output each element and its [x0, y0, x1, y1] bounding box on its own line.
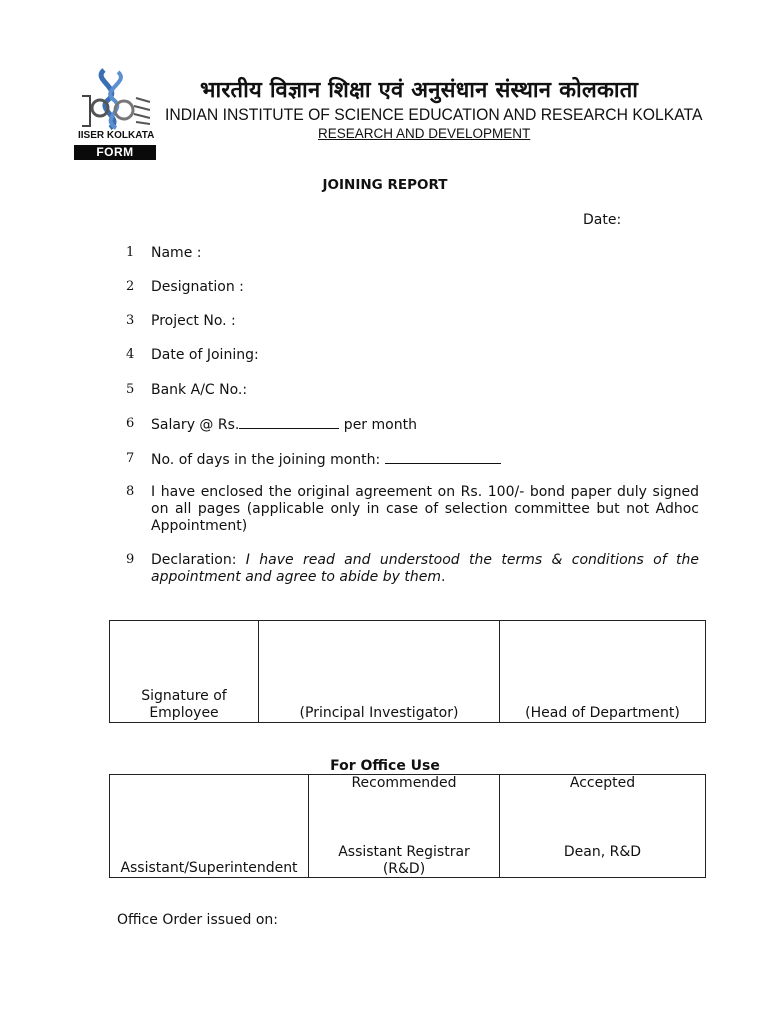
salary-suffix: per month — [339, 417, 417, 433]
recommended-label: Recommended — [351, 775, 457, 791]
registrar-cell — [309, 775, 500, 878]
item-number: 3 — [126, 313, 135, 328]
item-number: 5 — [126, 382, 135, 397]
item-text — [151, 416, 699, 434]
item-number: 4 — [126, 347, 135, 362]
form-badge: FORM — [74, 145, 156, 160]
page-title: JOINING REPORT — [322, 177, 448, 193]
item-number: 2 — [126, 279, 135, 294]
department-name: RESEARCH AND DEVELOPMENT — [318, 126, 531, 141]
signature-table — [109, 620, 706, 723]
office-use-title: For Office Use — [330, 758, 440, 774]
item-number: 7 — [126, 451, 135, 466]
dna-helix-icon — [78, 66, 158, 156]
dean-label: Dean, R&D — [563, 844, 642, 860]
item-text: Bank A/C No.: — [151, 382, 248, 398]
date-label: Date: — [583, 212, 622, 228]
item-text: Project No. : — [151, 313, 236, 329]
days-prefix: No. of days in the joining month: — [151, 452, 385, 468]
pi-signature-label: (Principal Investigator) — [299, 705, 459, 721]
logo-text: IISER KOLKATA — [78, 130, 155, 141]
iiser-logo — [78, 66, 158, 156]
institute-name-hindi: भारतीय विज्ञान शिक्षा एवं अनुसंधान संस्थान कोलकाता — [200, 77, 639, 103]
item-number: 6 — [126, 416, 135, 431]
assistant-label: Assistant/Superintendent — [120, 860, 298, 876]
item-text: Name : — [151, 245, 202, 261]
item-number: 1 — [126, 245, 135, 260]
pi-signature-cell — [259, 621, 500, 723]
item-text — [151, 552, 699, 586]
institute-name: INDIAN INSTITUTE OF SCIENCE EDUCATION AND RESEARCH KOLKATA — [165, 106, 703, 124]
declaration-end: . — [440, 569, 446, 585]
item-text: Date of Joining: — [151, 347, 259, 363]
days-blank[interactable] — [385, 451, 501, 464]
declaration-label: Declaration: — [151, 552, 246, 568]
item-number: 9 — [126, 552, 135, 567]
salary-blank[interactable] — [239, 416, 339, 429]
accepted-label: Accepted — [569, 775, 636, 791]
office-order-label: Office Order issued on: — [117, 912, 279, 928]
item-text — [151, 451, 699, 469]
employee-signature-label: Signature of Employee — [141, 688, 227, 721]
dean-cell — [500, 775, 706, 878]
item-text: Designation : — [151, 279, 244, 295]
assistant-cell — [110, 775, 309, 878]
registrar-label: Assistant Registrar (R&D) — [338, 844, 470, 877]
hod-signature-cell — [500, 621, 706, 723]
office-use-table — [109, 774, 706, 878]
employee-signature-cell — [110, 621, 259, 723]
declaration-text: I have read and understood the terms & conditions of the appointment and agree to abide by them — [151, 552, 699, 585]
salary-prefix: Salary @ Rs. — [151, 417, 240, 433]
hod-signature-label: (Head of Department) — [525, 705, 680, 721]
item-number: 8 — [126, 484, 135, 499]
item-text: I have enclosed the original agreement on Rs. 100/- bond paper duly signed on all pages (applicable only in case of selection committee but not Adhoc Appointment) — [151, 484, 699, 534]
